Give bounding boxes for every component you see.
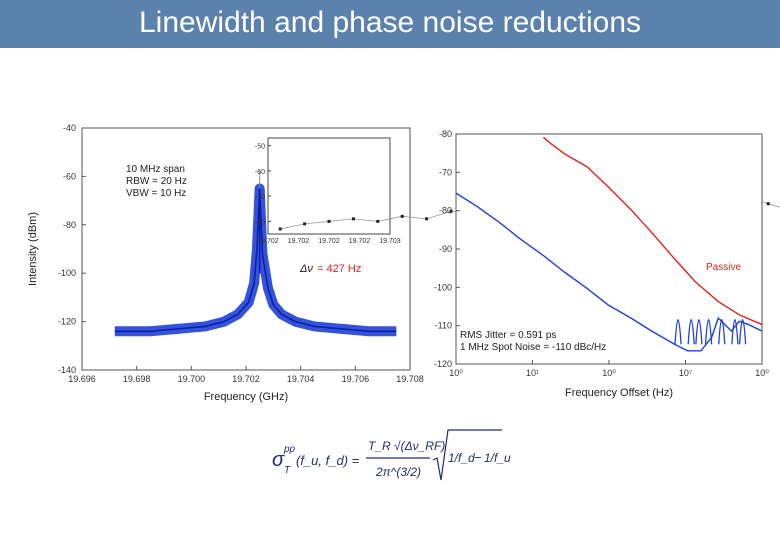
x-axis-label: Frequency Offset (Hz) [565,387,673,399]
y-tick-label: -120 [57,316,76,327]
inset-point [279,227,282,230]
annotation-line: RBW = 20 Hz [126,176,187,187]
x-tick-label: 10⁷ [678,368,693,378]
x-tick-label: 10⁰ [602,368,616,378]
inset-y-tick-label: -70 [254,194,265,202]
y-tick-label: -140 [57,365,76,375]
y-tick-label: -100 [57,268,76,279]
inset-point [303,222,306,225]
formula-denominator: 2π^(3/2) [376,465,422,479]
x-tick-label: 10⁰ [449,368,463,378]
inset-annotation-value: = 427 Hz [317,263,362,275]
formula-term2: 1/f_u [484,451,511,465]
annotation-line: 1 MHz Spot Noise = -110 dBc/Hz [460,342,607,353]
formula-args: (f_u, f_d) = [296,453,360,468]
inset-point [328,220,331,223]
y-tick-label: -110 [434,320,452,331]
inset-y-tick-label: -50 [254,143,265,151]
x-tick-label: 10¹ [525,368,540,378]
formula-numerator: T_R √(Δν_RF) [368,439,446,453]
y-tick-label: -80 [62,219,76,230]
annotation-line: VBW = 10 Hz [126,188,187,199]
y-tick-label: -60 [62,171,76,182]
phase-noise-chart [420,120,778,410]
inset-x-tick-label: 19.702 [287,238,310,245]
inset-point [376,220,379,223]
x-tick-label: 19.696 [68,374,96,384]
inset-y-tick-label: -60 [254,168,265,176]
x-tick-label: 19.708 [396,374,424,384]
x-tick-label: 19.704 [286,374,315,384]
linewidth-chart [20,120,424,410]
formula-sub: T [284,465,291,476]
passive-label: Passive [706,262,742,273]
y-tick-label: -100 [433,282,452,293]
y-axis-label: Intensity (dBm) [27,212,39,286]
inset-frame [268,138,390,234]
y-tick-label: -80 [438,205,452,216]
formula-sup: pp [284,444,296,455]
inset-point [401,215,404,218]
inset-y-tick-label: -80 [254,219,265,227]
y-tick-label: -40 [62,123,76,133]
y-tick-label: -90 [438,244,452,254]
x-tick-label: 19.702 [232,374,260,384]
inset-point [352,217,355,220]
x-tick-label: 10⁰ [755,368,769,378]
inset-x-tick-label: 19.702 [257,238,279,245]
x-axis-label: Frequency (GHz) [203,391,289,403]
formula-sigma: σ [272,449,285,471]
x-tick-label: 19.698 [122,374,151,384]
annotation-line: 10 MHz span [126,164,185,175]
y-tick-label: -70 [438,167,452,178]
inset-x-tick-label: 19.702 [348,238,371,245]
inset-x-tick-label: 19.702 [318,238,340,245]
jitter-formula [270,418,510,488]
annotation-line: RMS Jitter = 0.591 ps [460,330,557,341]
x-tick-label: 19.706 [341,374,370,384]
formula-minus: − [474,450,482,465]
inset-annotation-symbol: Δν [300,263,313,275]
y-tick-label: -120 [433,359,452,369]
inset-x-tick-label: 19.703 [379,238,401,245]
page-title: Linewidth and phase noise reductions [138,6,642,39]
x-tick-label: 19.700 [177,374,206,384]
formula-term1: 1/f_d [448,451,475,465]
y-tick-label: -80 [438,129,452,139]
